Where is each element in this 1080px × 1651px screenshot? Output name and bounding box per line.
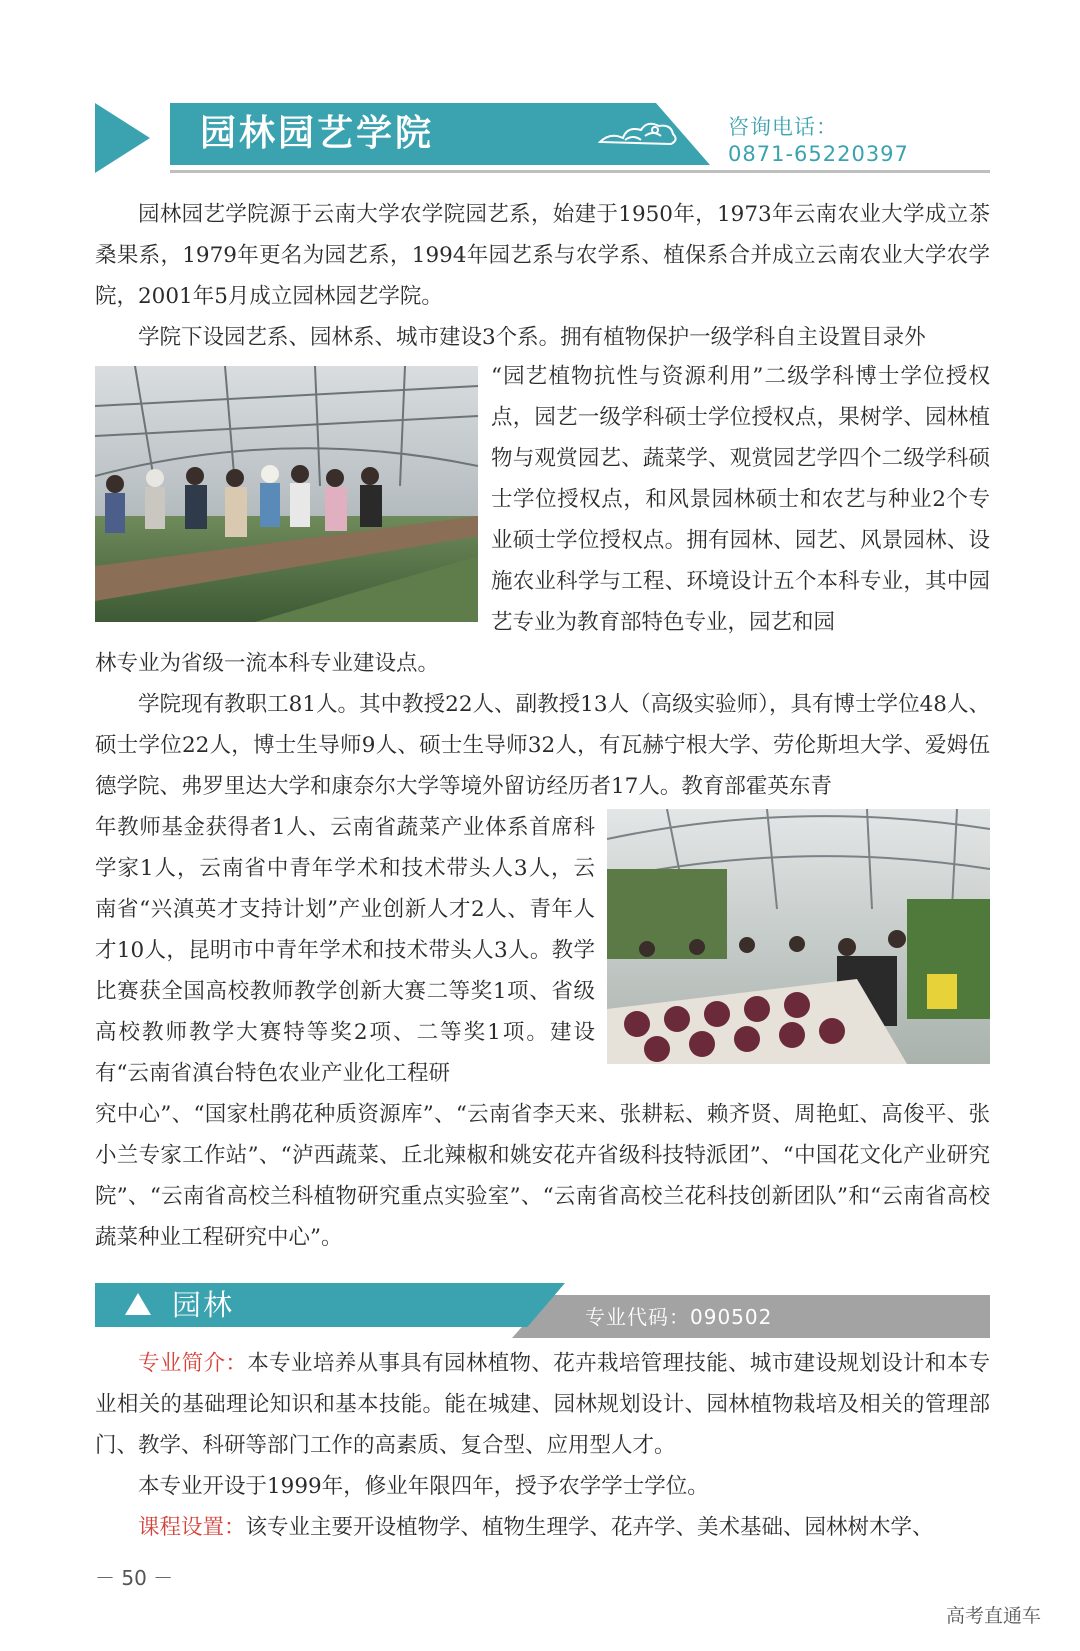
contact-phone: 0871-65220397 [728, 142, 909, 166]
major-founded: 本专业开设于1999年，修业年限四年，授予农学学士学位。 [138, 1474, 709, 1499]
greenhouse-visit-photo [95, 366, 478, 622]
course-setting-text: 该专业主要开设植物学、植物生理学、花卉学、美术基础、园林树木学、 [245, 1515, 934, 1540]
intro-paragraph-2-side: “园艺植物抗性与资源利用”二级学科博士学位授权点，园艺一级学科硕士学位授权点，果树学、园林植物与观赏园艺、蔬菜学、观赏园艺学四个二级学科硕士学位授权点，和风景园林硕士和农艺与种业2个专业硕士学位授权点。拥有园林、园艺、风景园林、设施农业科学与工程、环境设计五个本科专业，其中园艺专业为教育部特色专业，园艺和园 [491, 364, 990, 635]
header-arrow-icon [95, 103, 150, 173]
section-header-bar [95, 1283, 565, 1327]
watermark: 高考直通车 [946, 1605, 1042, 1627]
intro-paragraph-3-end: 究中心”、“国家杜鹃花种质资源库”、“云南省李天来、张耕耘、赖齐贤、周艳虹、高俊平、张小兰专家工作站”、“泸西蔬菜、丘北辣椒和姚安花卉省级科技特派团”、“中国花文化产业研究院”、“云南省高校兰科植物研究重点实验室”、“云南省高校兰花科技创新团队”和“云南省高校蔬菜种业工程研究中心”。 [95, 1102, 990, 1250]
intro-paragraph-3-side: 年教师基金获得者1人、云南省蔬菜产业体系首席科学家1人，云南省中青年学术和技术带头人3人，云南省“兴滇英才支持计划”产业创新人才2人、青年人才10人，昆明市中青年学术和技术带头人3人。教学比赛获全国高校教师教学创新大赛二等奖1项、省级高校教师教学大赛特等奖2项、二等奖1项。建设有“云南省滇台特色农业产业化工程研 [95, 815, 595, 1086]
intro-paragraph-2-start: 学院下设园艺系、园林系、城市建设3个系。拥有植物保护一级学科自主设置目录外 [138, 325, 926, 350]
cloud-ornament-icon [595, 118, 680, 150]
greenhouse-plants-photo [607, 809, 990, 1064]
intro-paragraph-1: 园林园艺学院源于云南大学农学院园艺系，始建于1950年，1973年云南农业大学成立茶桑果系，1979年更名为园艺系，1994年园艺系与农学系、植保系合并成立云南农业大学农学院，2001年5月成立园林园艺学院。 [95, 202, 990, 309]
major-code: 专业代码：090502 [585, 1305, 773, 1329]
course-setting-label: 课程设置： [138, 1515, 246, 1540]
header-divider [170, 170, 990, 173]
section-title: 园林 [172, 1288, 235, 1322]
major-intro-text: 本专业培养从事具有园林植物、花卉栽培管理技能、城市建设规划设计和本专业相关的基础理论知识和基本技能。能在城建、园林规划设计、园林植物栽培及相关的管理部门、教学、科研等部门工作的高素质、复合型、应用型人才。 [95, 1351, 990, 1458]
intro-paragraph-2-end: 林专业为省级一流本科专业建设点。 [95, 651, 440, 676]
page-title: 园林园艺学院 [200, 113, 435, 154]
intro-paragraph-3-start: 学院现有教职工81人。其中教授22人、副教授13人（高级实验师），具有博士学位48人、硕士学位22人，博士生导师9人、硕士生导师32人，有瓦赫宁根大学、劳伦斯坦大学、爱姆伍德学院、弗罗里达大学和康奈尔大学等境外留访经历者17人。教育部霍英东青 [95, 692, 990, 799]
course-setting [95, 1507, 990, 1548]
triangle-up-icon [125, 1293, 151, 1315]
contact-label: 咨询电话： [728, 115, 838, 139]
page-number: － 50 － [95, 1566, 174, 1590]
major-intro-label: 专业简介： [138, 1351, 248, 1376]
major-intro [95, 1343, 990, 1466]
